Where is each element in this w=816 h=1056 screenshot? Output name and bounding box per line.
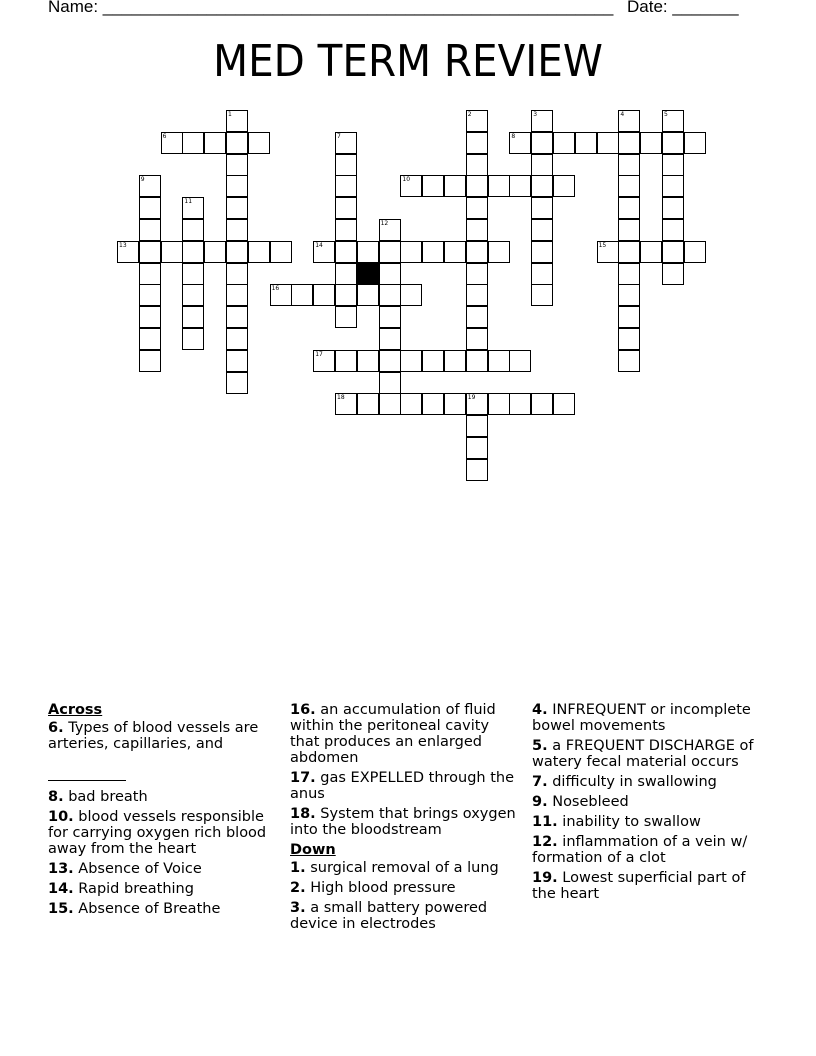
clue-item [532, 794, 768, 810]
crossword-cell[interactable] [379, 372, 401, 394]
crossword-cell[interactable] [466, 110, 488, 132]
crossword-cell[interactable] [466, 263, 488, 285]
crossword-cell[interactable] [466, 154, 488, 176]
clue-text: Nosebleed [552, 794, 629, 810]
name-label: Name: ______________________________________________________ [48, 0, 614, 16]
crossword-cell[interactable] [139, 241, 161, 263]
clue-number: 13. [48, 861, 74, 877]
crossword-cell[interactable] [400, 350, 422, 372]
crossword-cell[interactable] [662, 175, 684, 197]
cell-number: 17 [315, 350, 323, 358]
crossword-cell[interactable] [400, 284, 422, 306]
clue-number: 9. [532, 794, 548, 810]
crossword-cell[interactable] [466, 393, 488, 415]
across-clue-list [48, 720, 276, 917]
crossword-cell[interactable] [553, 132, 575, 154]
clue-text: Absence of Voice [78, 861, 202, 877]
crossword-cell[interactable] [204, 132, 226, 154]
across-heading: Across [48, 702, 103, 718]
crossword-cell[interactable] [379, 306, 401, 328]
crossword-cell[interactable] [618, 132, 640, 154]
clue-text: INFREQUENT or incomplete bowel movements [532, 702, 751, 734]
crossword-cell[interactable] [553, 393, 575, 415]
cell-number: 14 [315, 241, 323, 249]
clue-item [532, 834, 768, 866]
crossword-cell[interactable] [597, 241, 619, 263]
crossword-cell[interactable] [531, 197, 553, 219]
crossword-cell[interactable] [379, 328, 401, 350]
crossword-cell[interactable] [335, 263, 357, 285]
clue-number: 1. [290, 860, 306, 876]
clue-text: Types of blood vessels are arteries, capillaries, and [48, 720, 259, 752]
crossword-cell[interactable] [509, 393, 531, 415]
down-heading: Down [290, 842, 336, 858]
crossword-cell[interactable] [357, 393, 379, 415]
crossword-cell[interactable] [531, 241, 553, 263]
clues-column-3 [532, 702, 768, 906]
crossword-cell[interactable] [226, 241, 248, 263]
clue-number: 14. [48, 881, 74, 897]
crossword-cell[interactable] [662, 219, 684, 241]
crossword-cell[interactable] [618, 154, 640, 176]
crossword-cell[interactable] [400, 393, 422, 415]
clue-item [48, 881, 276, 897]
down-clue-list-continued [532, 702, 768, 902]
crossword-cell[interactable] [509, 350, 531, 372]
crossword-cell[interactable] [379, 393, 401, 415]
crossword-cell[interactable] [226, 306, 248, 328]
cell-number: 8 [511, 132, 516, 140]
crossword-cell[interactable] [313, 284, 335, 306]
crossword-cell[interactable] [444, 175, 466, 197]
clue-text: difficulty in swallowing [552, 774, 717, 790]
crossword-cell[interactable] [182, 263, 204, 285]
crossword-cell[interactable] [400, 175, 422, 197]
crossword-cell[interactable] [226, 350, 248, 372]
crossword-cell[interactable] [466, 284, 488, 306]
crossword-cell[interactable] [488, 393, 510, 415]
crossword-cell[interactable] [662, 241, 684, 263]
crossword-cell[interactable] [226, 110, 248, 132]
crossword-cell[interactable] [226, 154, 248, 176]
cell-number: 9 [140, 176, 145, 184]
cell-number: 12 [380, 220, 389, 227]
crossword-cell[interactable] [335, 306, 357, 328]
crossword-cell[interactable] [466, 132, 488, 154]
crossword-cell[interactable] [139, 175, 161, 197]
crossword-cell[interactable] [357, 350, 379, 372]
crossword-cell[interactable] [270, 241, 292, 263]
clues-column-2 [290, 702, 522, 936]
crossword-grid [0, 0, 816, 500]
cell-number: 13 [119, 241, 127, 249]
crossword-cell[interactable] [139, 350, 161, 372]
crossword-cell[interactable] [531, 393, 553, 415]
cell-number: 4 [620, 111, 625, 118]
crossword-cell[interactable] [488, 241, 510, 263]
clue-number: 4. [532, 702, 548, 718]
cell-number: 19 [467, 394, 476, 402]
crossword-cell[interactable] [466, 175, 488, 197]
crossword-cell[interactable] [597, 132, 619, 154]
clue-number: 19. [532, 870, 558, 886]
crossword-cell[interactable] [139, 263, 161, 285]
crossword-cell[interactable] [335, 132, 357, 154]
clue-number: 10. [48, 809, 74, 825]
clues-column-1 [48, 702, 276, 921]
crossword-cell[interactable] [444, 393, 466, 415]
answer-blank [48, 768, 126, 781]
clue-number: 15. [48, 901, 74, 917]
clue-number: 6. [48, 720, 64, 736]
clue-number: 8. [48, 789, 64, 805]
crossword-cell[interactable] [684, 241, 706, 263]
crossword-cell[interactable] [400, 241, 422, 263]
crossword-cell[interactable] [226, 175, 248, 197]
crossword-cell[interactable] [379, 219, 401, 241]
clue-number: 18. [290, 806, 316, 822]
clue-text: gas EXPELLED through the anus [290, 770, 515, 802]
clue-item [532, 702, 768, 734]
clue-item [290, 770, 522, 802]
across-clue-list-continued [290, 702, 522, 838]
clue-item [290, 806, 522, 838]
crossword-cell[interactable] [640, 241, 662, 263]
crossword-cell[interactable] [248, 132, 270, 154]
cell-number: 1 [228, 111, 232, 118]
crossword-cell[interactable] [139, 219, 161, 241]
crossword-cell[interactable] [335, 219, 357, 241]
crossword-cell[interactable] [335, 284, 357, 306]
crossword-cell[interactable] [618, 328, 640, 350]
crossword-cell[interactable] [182, 241, 204, 263]
clue-text: Lowest superficial part of the heart [532, 870, 746, 902]
clue-item [48, 861, 276, 877]
crossword-cell[interactable] [618, 175, 640, 197]
blocked-cell [357, 263, 379, 285]
crossword-cell[interactable] [444, 241, 466, 263]
crossword-cell[interactable] [226, 284, 248, 306]
clue-item [48, 789, 276, 805]
clue-item [48, 809, 276, 857]
clue-text: Absence of Breathe [78, 901, 221, 917]
clue-number: 2. [290, 880, 306, 896]
crossword-cell[interactable] [618, 197, 640, 219]
crossword-cell[interactable] [662, 263, 684, 285]
clue-text: inflammation of a vein w/ formation of a clot [532, 834, 748, 866]
page-title: MED TERM REVIEW [213, 36, 603, 87]
crossword-cell[interactable] [335, 197, 357, 219]
cell-number: 11 [184, 198, 193, 206]
crossword-cell[interactable] [422, 241, 444, 263]
crossword-cell[interactable] [531, 263, 553, 285]
crossword-cell[interactable] [618, 284, 640, 306]
down-clue-list [290, 860, 522, 932]
crossword-cell[interactable] [335, 393, 357, 415]
crossword-cell[interactable] [379, 241, 401, 263]
crossword-cell[interactable] [379, 350, 401, 372]
clue-text: inability to swallow [562, 814, 701, 830]
date-label: Date: _______ [627, 0, 739, 16]
clue-number: 12. [532, 834, 558, 850]
crossword-cell[interactable] [466, 328, 488, 350]
clue-text: a small battery powered device in electrodes [290, 900, 488, 932]
crossword-cell[interactable] [575, 132, 597, 154]
crossword-cell[interactable] [466, 437, 488, 459]
crossword-cell[interactable] [248, 241, 270, 263]
crossword-cell[interactable] [313, 241, 335, 263]
crossword-cell[interactable] [509, 132, 531, 154]
clue-text: Rapid breathing [78, 881, 194, 897]
cell-number: 15 [598, 241, 607, 249]
crossword-cell[interactable] [313, 350, 335, 372]
crossword-cell[interactable] [139, 284, 161, 306]
clue-item [48, 720, 276, 785]
clue-item [532, 814, 768, 830]
crossword-cell[interactable] [291, 284, 313, 306]
crossword-cell[interactable] [466, 415, 488, 437]
clue-item [290, 860, 522, 876]
crossword-cell[interactable] [335, 350, 357, 372]
clue-item [532, 738, 768, 770]
clue-text: a FREQUENT DISCHARGE of watery fecal material occurs [532, 738, 754, 770]
crossword-cell[interactable] [466, 459, 488, 481]
clue-item [532, 870, 768, 902]
crossword-cell[interactable] [684, 132, 706, 154]
clue-text: bad breath [68, 789, 148, 805]
crossword-cell[interactable] [379, 263, 401, 285]
crossword-cell[interactable] [618, 350, 640, 372]
crossword-cell[interactable] [422, 350, 444, 372]
crossword-cell[interactable] [531, 132, 553, 154]
clue-number: 11. [532, 814, 558, 830]
crossword-cell[interactable] [509, 175, 531, 197]
crossword-cell[interactable] [379, 284, 401, 306]
crossword-cell[interactable] [640, 132, 662, 154]
crossword-cell[interactable] [226, 132, 248, 154]
crossword-cell[interactable] [357, 284, 379, 306]
crossword-cell[interactable] [422, 393, 444, 415]
crossword-cell[interactable] [226, 328, 248, 350]
crossword-cell[interactable] [662, 154, 684, 176]
cell-number: 18 [337, 394, 345, 402]
crossword-cell[interactable] [618, 110, 640, 132]
crossword-cell[interactable] [117, 241, 139, 263]
cell-number: 5 [664, 111, 668, 118]
crossword-cell[interactable] [618, 241, 640, 263]
crossword-cell[interactable] [531, 219, 553, 241]
crossword-cell[interactable] [662, 132, 684, 154]
clue-item [532, 774, 768, 790]
clue-text: an accumulation of fluid within the peritoneal cavity that produces an enlarged abdomen [290, 702, 496, 766]
crossword-cell[interactable] [662, 197, 684, 219]
crossword-cell[interactable] [335, 154, 357, 176]
crossword-cell[interactable] [139, 306, 161, 328]
crossword-cell[interactable] [466, 219, 488, 241]
clue-item [290, 702, 522, 766]
clue-text: surgical removal of a lung [310, 860, 499, 876]
crossword-cell[interactable] [204, 241, 226, 263]
crossword-cell[interactable] [226, 219, 248, 241]
clue-item [48, 901, 276, 917]
clue-item [290, 900, 522, 932]
crossword-cell[interactable] [226, 263, 248, 285]
crossword-cell[interactable] [182, 328, 204, 350]
cell-number: 2 [467, 111, 472, 118]
cell-number: 16 [271, 285, 280, 293]
crossword-cell[interactable] [226, 197, 248, 219]
crossword-cell[interactable] [618, 306, 640, 328]
clue-number: 16. [290, 702, 316, 718]
crossword-cell[interactable] [182, 219, 204, 241]
cell-number: 3 [533, 111, 538, 118]
crossword-cell[interactable] [335, 241, 357, 263]
crossword-cell[interactable] [226, 372, 248, 394]
crossword-cell[interactable] [161, 241, 183, 263]
cell-number: 6 [162, 132, 167, 140]
clue-text: High blood pressure [310, 880, 456, 896]
crossword-cell[interactable] [182, 284, 204, 306]
crossword-cell[interactable] [182, 132, 204, 154]
crossword-cell[interactable] [466, 241, 488, 263]
crossword-cell[interactable] [553, 175, 575, 197]
crossword-cell[interactable] [662, 110, 684, 132]
cell-number: 7 [337, 132, 341, 140]
crossword-cell[interactable] [422, 175, 444, 197]
crossword-cell[interactable] [488, 350, 510, 372]
crossword-cell[interactable] [488, 175, 510, 197]
clue-number: 3. [290, 900, 306, 916]
cell-number: 10 [402, 176, 411, 184]
crossword-cell[interactable] [139, 197, 161, 219]
clue-number: 17. [290, 770, 316, 786]
clue-text: blood vessels responsible for carrying oxygen rich blood away from the heart [48, 809, 267, 857]
crossword-cell[interactable] [182, 306, 204, 328]
crossword-cell[interactable] [618, 219, 640, 241]
clue-item [290, 880, 522, 896]
crossword-cell[interactable] [531, 154, 553, 176]
crossword-cell[interactable] [531, 284, 553, 306]
clue-text: System that brings oxygen into the bloodstream [290, 806, 516, 838]
clue-number: 7. [532, 774, 548, 790]
crossword-cell[interactable] [139, 328, 161, 350]
crossword-cell[interactable] [466, 350, 488, 372]
crossword-cell[interactable] [466, 197, 488, 219]
crossword-cell[interactable] [531, 110, 553, 132]
crossword-cell[interactable] [618, 263, 640, 285]
crossword-cell[interactable] [357, 241, 379, 263]
clue-number: 5. [532, 738, 548, 754]
crossword-cell[interactable] [270, 284, 292, 306]
crossword-cell[interactable] [335, 175, 357, 197]
crossword-cell[interactable] [182, 197, 204, 219]
crossword-cell[interactable] [444, 350, 466, 372]
crossword-cell[interactable] [531, 175, 553, 197]
crossword-cell[interactable] [161, 132, 183, 154]
crossword-cell[interactable] [466, 306, 488, 328]
